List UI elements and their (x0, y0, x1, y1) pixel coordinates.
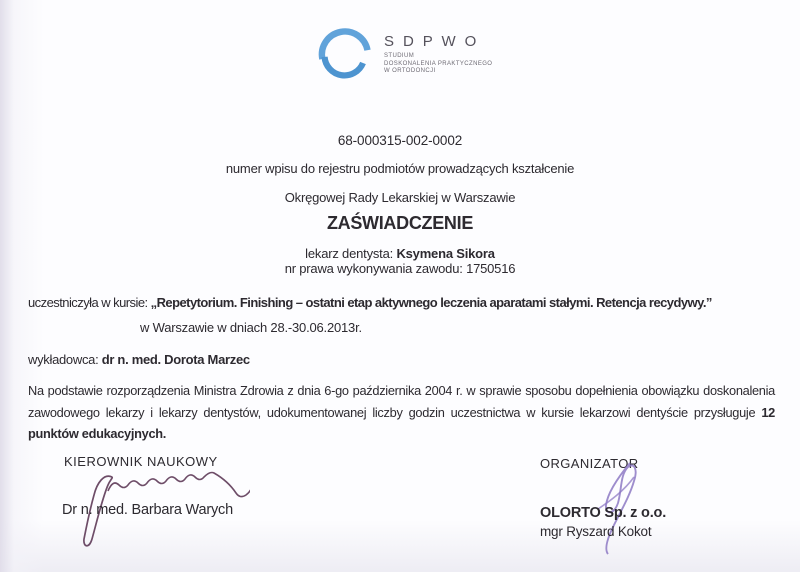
logo-subtitle-line: STUDIUM (384, 53, 415, 59)
course-prefix: uczestniczyła w kursie: (28, 295, 148, 310)
certificate-title: ZAŚWIADCZENIE (326, 213, 474, 233)
logo-subtitle (384, 53, 492, 76)
course-location-dates: w Warszawie w dniach 28.-30.06.2013r. (140, 320, 362, 335)
course-line (28, 295, 712, 310)
legal-points-text: 12 punktów edukacyjnych. (28, 404, 775, 442)
license-label: nr prawa wykonywania zawodu: (284, 261, 463, 276)
participant-name: Ksymena Sikora (396, 246, 495, 261)
signature-right-company: OLORTO Sp. z o.o. (540, 505, 667, 521)
lecturer-label: wykładowca: (28, 352, 99, 367)
logo-text-block (384, 24, 492, 76)
registry-caption: numer wpisu do rejestru podmiotów prowadzących kształcenie (225, 161, 575, 176)
participant-label: lekarz dentysta: (305, 246, 394, 261)
license-number: 1750516 (466, 261, 516, 276)
legal-body-text: Na podstawie rozporządzenia Ministra Zdrowia z dnia 6-go października 2004 r. w sprawie sposobu dopełnienia obowiązku doskonalenia zawodowego lekarzy i lekarzy dentystów, udokumentowanej liczby godzin uczestnictwa w kursie lekarzowi dentyście przysługuje (28, 383, 775, 420)
license-line (0, 261, 800, 276)
registry-number: 68-000315-002-0002 (337, 133, 463, 148)
signature-left-role: KIEROWNIK NAUKOWY (64, 454, 218, 469)
course-title: „Repetytorium. Finishing – ostatni etap aktywnego leczenia aparatami stałymi. Retencja recydywy.” (150, 295, 712, 310)
lecturer-name: dr n. med. Dorota Marzec (101, 352, 250, 367)
logo-subtitle-line: DOSKONALENIA PRAKTYCZNEGO (384, 60, 493, 67)
logo-acronym: S D P W O (384, 33, 479, 50)
signature-right-name: mgr Ryszard Kokot (540, 524, 652, 539)
registry-chamber: Okręgowej Rady Lekarskiej w Warszawie (284, 190, 516, 205)
signature-left-name: Dr n. med. Barbara Warych (62, 502, 233, 518)
legal-paragraph (28, 380, 775, 445)
logo-subtitle-line: W ORTODONCJI (384, 68, 436, 75)
signature-right-role: ORGANIZATOR (540, 456, 639, 471)
lecturer-line (28, 352, 250, 367)
participant-line (0, 246, 800, 261)
sdpwo-logo (315, 24, 492, 86)
sdpwo-logo-icon (315, 24, 377, 86)
